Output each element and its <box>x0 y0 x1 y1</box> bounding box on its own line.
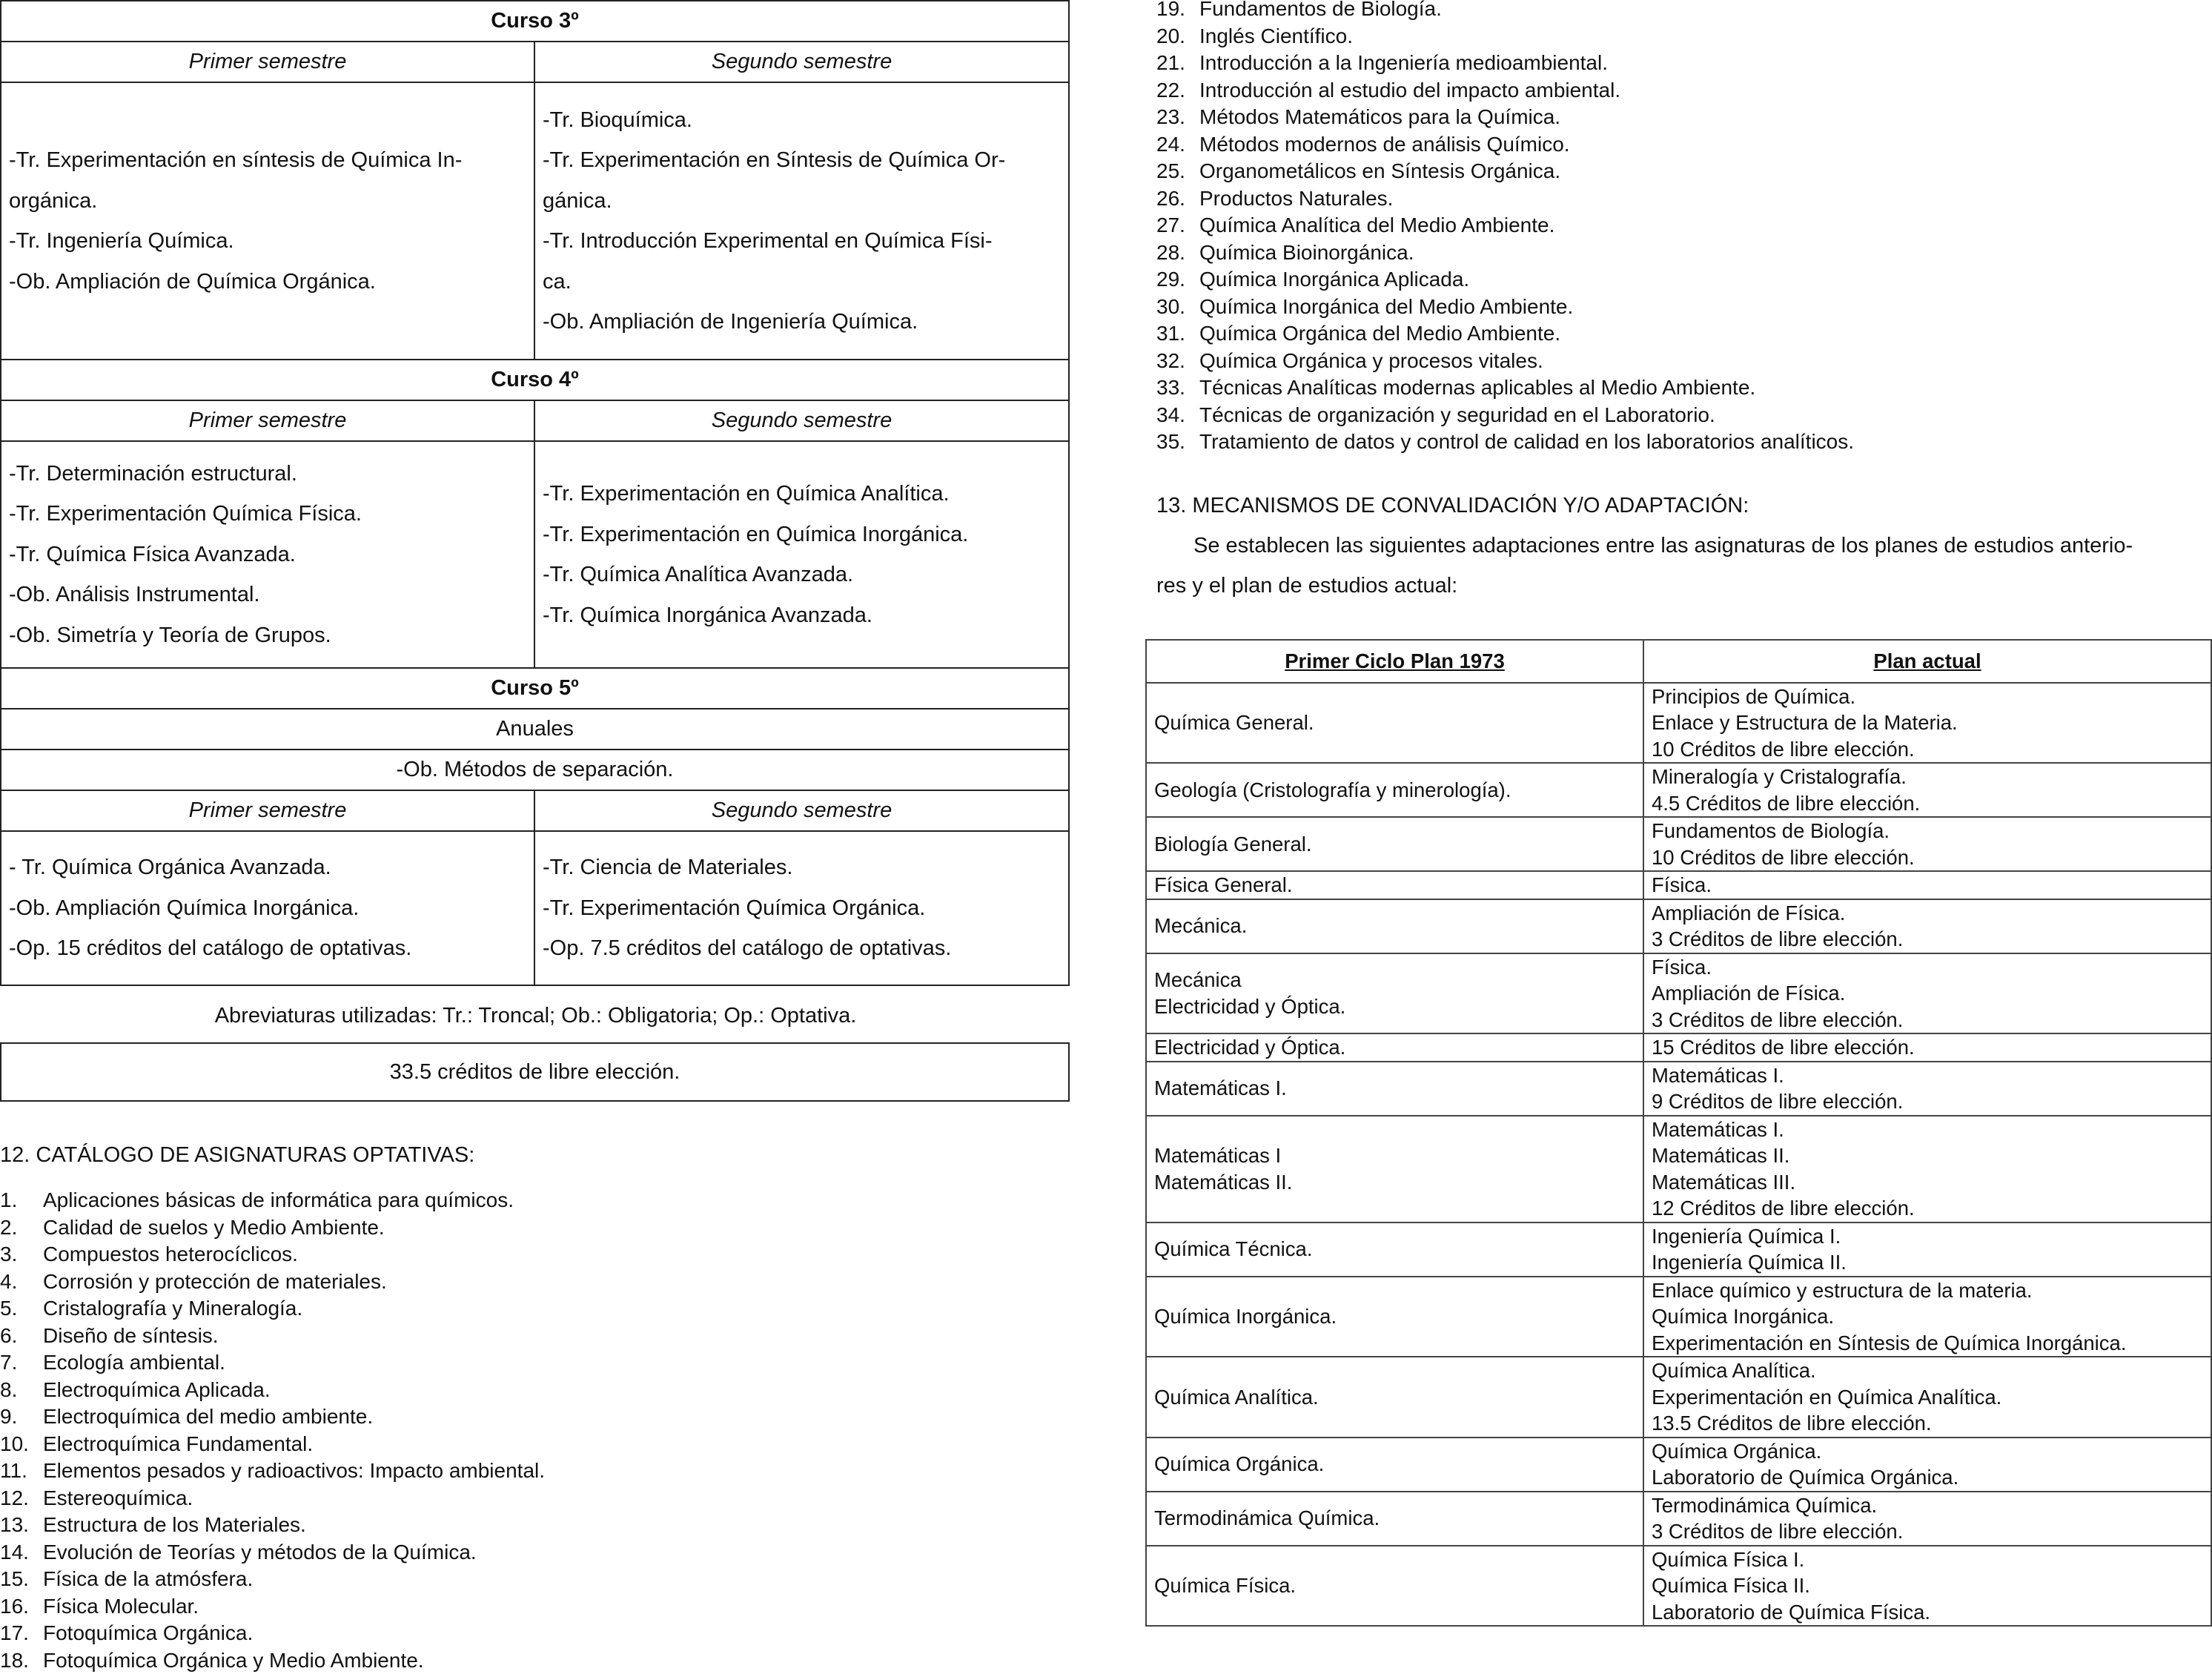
cell-line: Laboratorio de Química Orgánica. <box>1652 1464 2211 1491</box>
catalog-item-number: 28. <box>1156 239 1199 267</box>
catalog-item <box>1156 266 2212 294</box>
catalog-item-number: 26. <box>1156 185 1199 213</box>
catalog-item-number: 21. <box>1156 50 1199 77</box>
cell-line: Matemáticas I <box>1154 1142 1643 1169</box>
old-plan-cell <box>1146 1062 1643 1116</box>
catalog-item-text: Estructura de los Materiales. <box>43 1513 306 1536</box>
catalog-item-number: 3. <box>0 1241 43 1268</box>
catalog-item <box>0 1593 1071 1621</box>
catalog-item <box>1156 0 2212 23</box>
catalog-list-right <box>1156 0 2212 456</box>
table-row <box>1146 1277 2211 1357</box>
catalog-item-number: 11. <box>0 1458 43 1485</box>
catalog-item-text: Evolución de Teorías y métodos de la Química. <box>43 1541 477 1564</box>
new-plan-cell <box>1643 817 2211 871</box>
cell-line: 13.5 Créditos de libre elección. <box>1652 1410 2211 1437</box>
cell-line: Química Inorgánica. <box>1154 1303 1643 1330</box>
new-plan-cell <box>1643 1033 2211 1062</box>
curso-4-title: Curso 4º <box>1 360 1069 400</box>
subject-line: - Tr. Química Orgánica Avanzada. <box>9 847 526 888</box>
subject-line: -Tr. Experimentación Química Orgánica. <box>543 888 1061 929</box>
catalog-item-text: Química Bioinorgánica. <box>1199 241 1414 264</box>
catalog-item <box>0 1620 1071 1647</box>
cell-line: Ampliación de Física. <box>1652 980 2211 1007</box>
subject-line: -Tr. Química Inorgánica Avanzada. <box>543 595 1061 636</box>
catalog-item-number: 34. <box>1156 402 1199 429</box>
old-plan-cell <box>1146 1492 1643 1546</box>
catalog-item-text: Fundamentos de Biología. <box>1199 0 1442 20</box>
catalog-item-number: 14. <box>0 1539 43 1567</box>
curso-5-anual-subject: -Ob. Métodos de separación. <box>1 750 1069 790</box>
catalog-item <box>0 1241 1071 1268</box>
subject-line: -Tr. Bioquímica. <box>543 100 1061 141</box>
convalidation-intro-line1: Se establecen las siguientes adaptaciones entre las asignaturas de los planes de estudios anterio- <box>1193 534 2133 558</box>
catalog-item-number: 20. <box>1156 23 1199 50</box>
subject-line: -Tr. Química Física Avanzada. <box>9 535 526 575</box>
curso-5-sem1-list <box>1 831 534 985</box>
catalog-heading: 12. CATÁLOGO DE ASIGNATURAS OPTATIVAS: <box>0 1137 1071 1174</box>
new-plan-cell <box>1643 871 2211 899</box>
convalidation-intro-line2: res y el plan de estudios actual: <box>1156 574 1457 598</box>
cell-line: Mecánica <box>1154 967 1643 993</box>
cell-line: Química Física I. <box>1652 1546 2211 1573</box>
old-plan-cell <box>1146 1223 1643 1277</box>
catalog-item-text: Ecología ambiental. <box>43 1351 225 1374</box>
catalog-item <box>1156 320 2212 348</box>
catalog-item <box>1156 239 2212 267</box>
new-plan-cell <box>1643 953 2211 1034</box>
catalog-item-text: Introducción a la Ingeniería medioambiental. <box>1199 51 1608 74</box>
curso-3-sem2-label: Segundo semestre <box>534 42 1069 82</box>
new-plan-cell <box>1643 1357 2211 1438</box>
catalog-item <box>1156 50 2212 77</box>
left-column <box>0 0 1071 1674</box>
subject-line: -Tr. Experimentación en Síntesis de Química Or- <box>543 140 1061 181</box>
catalog-item <box>1156 429 2212 456</box>
catalog-item-number: 17. <box>0 1620 43 1647</box>
cell-line: Biología General. <box>1154 831 1643 858</box>
cell-line: Laboratorio de Química Física. <box>1652 1599 2211 1626</box>
old-plan-cell <box>1146 817 1643 871</box>
cell-line: Ampliación de Física. <box>1652 900 2211 927</box>
cell-line: Física General. <box>1154 872 1643 899</box>
catalog-item <box>0 1458 1071 1485</box>
catalog-item-text: Introducción al estudio del impacto ambiental. <box>1199 79 1620 102</box>
catalog-item-text: Aplicaciones básicas de informática para químicos. <box>43 1188 514 1211</box>
col-header-plan-1973: Primer Ciclo Plan 1973 <box>1146 640 1643 683</box>
catalog-item-text: Métodos modernos de análisis Químico. <box>1199 133 1570 156</box>
catalog-item-number: 4. <box>0 1268 43 1296</box>
catalog-item-text: Técnicas de organización y seguridad en el Laboratorio. <box>1199 403 1715 426</box>
new-plan-cell <box>1643 763 2211 817</box>
subject-line: -Tr. Ciencia de Materiales. <box>543 847 1061 888</box>
cell-line: Electricidad y Óptica. <box>1154 993 1643 1020</box>
catalog-item-text: Tratamiento de datos y control de calidad en los laboratorios analíticos. <box>1199 430 1854 453</box>
subject-line: -Ob. Ampliación de Química Orgánica. <box>9 262 526 302</box>
catalog-item-text: Fotoquímica Orgánica y Medio Ambiente. <box>43 1649 424 1672</box>
subject-line: orgánica. <box>9 181 526 222</box>
curso-4-sem1-list <box>1 441 534 668</box>
new-plan-cell <box>1643 1223 2211 1277</box>
catalog-item-text: Química Orgánica y procesos vitales. <box>1199 349 1543 372</box>
catalog-item <box>0 1539 1071 1567</box>
table-row <box>1146 1033 2211 1062</box>
new-plan-cell <box>1643 899 2211 953</box>
cell-line: Enlace y Estructura de la Materia. <box>1652 709 2211 736</box>
subject-line: -Tr. Experimentación Química Física. <box>9 494 526 535</box>
cell-line: Electricidad y Óptica. <box>1154 1034 1643 1061</box>
catalog-item-number: 35. <box>1156 429 1199 456</box>
catalog-item-number: 25. <box>1156 158 1199 185</box>
cell-line: Química Analítica. <box>1652 1357 2211 1384</box>
catalog-item-number: 5. <box>0 1295 43 1323</box>
catalog-item <box>1156 294 2212 321</box>
cell-line: Matemáticas II. <box>1154 1169 1643 1196</box>
catalog-item-number: 29. <box>1156 266 1199 294</box>
subject-line: -Tr. Experimentación en Química Inorgánica. <box>543 515 1061 555</box>
curso-3-sem1-label: Primer semestre <box>1 42 534 82</box>
catalog-item <box>1156 104 2212 131</box>
cell-line: 4.5 Créditos de libre elección. <box>1652 790 2211 817</box>
cell-line: Mecánica. <box>1154 913 1643 939</box>
catalog-item-number: 18. <box>0 1647 43 1674</box>
cell-line: 12 Créditos de libre elección. <box>1652 1195 2211 1222</box>
catalog-item-number: 9. <box>0 1403 43 1431</box>
table-row <box>1146 953 2211 1034</box>
catalog-item-text: Técnicas Analíticas modernas aplicables al Medio Ambiente. <box>1199 376 1755 399</box>
curso-5-title: Curso 5º <box>1 668 1069 709</box>
table-row <box>1146 817 2211 871</box>
cell-line: Química Física II. <box>1652 1572 2211 1599</box>
catalog-item <box>0 1566 1071 1593</box>
cell-line: Experimentación en Síntesis de Química Inorgánica. <box>1652 1330 2211 1357</box>
cell-line: Matemáticas II. <box>1652 1142 2211 1169</box>
subject-line: -Tr. Determinación estructural. <box>9 454 526 494</box>
cell-line: Principios de Química. <box>1652 684 2211 710</box>
subject-line: -Tr. Experimentación en síntesis de Química In- <box>9 140 526 181</box>
curso-4-sem1-label: Primer semestre <box>1 400 534 441</box>
catalog-item <box>0 1187 1071 1214</box>
catalog-item-number: 13. <box>0 1512 43 1539</box>
catalog-item-text: Química Orgánica del Medio Ambiente. <box>1199 322 1560 345</box>
catalog-item-number: 22. <box>1156 77 1199 105</box>
catalog-item-text: Elementos pesados y radioactivos: Impacto ambiental. <box>43 1459 545 1482</box>
curso-5-sem1-label: Primer semestre <box>1 790 534 831</box>
catalog-item-number: 7. <box>0 1349 43 1377</box>
cell-line: 9 Créditos de libre elección. <box>1652 1088 2211 1115</box>
cell-line: Química Orgánica. <box>1154 1451 1643 1478</box>
cell-line: Matemáticas I. <box>1652 1116 2211 1143</box>
convalidation-intro <box>1156 526 2212 606</box>
col-header-plan-actual: Plan actual <box>1643 640 2211 683</box>
catalog-item-number: 2. <box>0 1214 43 1242</box>
catalog-item-number: 6. <box>0 1323 43 1350</box>
new-plan-cell <box>1643 1438 2211 1492</box>
convalidation-table-body <box>1146 683 2211 1627</box>
table-row <box>1146 683 2211 764</box>
cell-line: Geología (Cristolografía y minerología). <box>1154 777 1643 804</box>
old-plan-cell <box>1146 1277 1643 1357</box>
catalog-item <box>0 1647 1071 1674</box>
catalog-item-number: 1. <box>0 1187 43 1214</box>
curso-3-sem2-list <box>534 82 1069 360</box>
catalog-item-number: 23. <box>1156 104 1199 131</box>
catalog-item-text: Inglés Científico. <box>1199 24 1353 47</box>
catalog-item-number: 30. <box>1156 294 1199 321</box>
table-row <box>1146 1116 2211 1223</box>
table-row <box>1146 1546 2211 1627</box>
catalog-item-text: Corrosión y protección de materiales. <box>43 1270 387 1293</box>
catalog-item <box>0 1377 1071 1404</box>
subject-line: ca. <box>543 262 1061 302</box>
new-plan-cell <box>1643 1277 2211 1357</box>
catalog-item-number: 10. <box>0 1431 43 1458</box>
new-plan-cell <box>1643 683 2211 764</box>
old-plan-cell <box>1146 1033 1643 1062</box>
curso-3-title: Curso 3º <box>1 1 1069 42</box>
cell-line: Química Analítica. <box>1154 1384 1643 1411</box>
subject-line: -Ob. Simetría y Teoría de Grupos. <box>9 615 526 656</box>
catalog-item <box>0 1485 1071 1512</box>
catalog-item-text: Métodos Matemáticos para la Química. <box>1199 105 1560 128</box>
cell-line: Fundamentos de Biología. <box>1652 818 2211 844</box>
abbreviations-note: Abreviaturas utilizadas: Tr.: Troncal; Ob.: Obligatoria; Op.: Optativa. <box>0 996 1071 1035</box>
subject-line: gánica. <box>543 181 1061 222</box>
convalidation-heading: 13. MECANISMOS DE CONVALIDACIÓN Y/O ADAPTACIÓN: <box>1156 487 2212 524</box>
catalog-item <box>0 1431 1071 1458</box>
catalog-item <box>0 1295 1071 1323</box>
catalog-item-text: Química Inorgánica del Medio Ambiente. <box>1199 295 1573 318</box>
cell-line: Física. <box>1652 872 2211 899</box>
cell-line: 10 Créditos de libre elección. <box>1652 844 2211 871</box>
catalog-item-text: Organometálicos en Síntesis Orgánica. <box>1199 159 1560 182</box>
old-plan-cell <box>1146 899 1643 953</box>
old-plan-cell <box>1146 683 1643 764</box>
curso-5-anuales-label: Anuales <box>1 709 1069 750</box>
catalog-item-text: Fotoquímica Orgánica. <box>43 1621 253 1644</box>
subject-line: -Op. 7.5 créditos del catálogo de optativas. <box>543 928 1061 969</box>
subject-line: -Ob. Ampliación Química Inorgánica. <box>9 888 526 929</box>
catalog-item <box>0 1214 1071 1242</box>
catalog-item <box>1156 185 2212 213</box>
table-row <box>1146 1438 2211 1492</box>
curso-5-sem2-list <box>534 831 1069 985</box>
catalog-item-number: 12. <box>0 1485 43 1512</box>
subject-line: -Ob. Análisis Instrumental. <box>9 575 526 615</box>
subject-line: -Ob. Ampliación de Ingeniería Química. <box>543 302 1061 343</box>
new-plan-cell <box>1643 1546 2211 1627</box>
catalog-item <box>0 1349 1071 1377</box>
cell-line: 3 Créditos de libre elección. <box>1652 1518 2211 1545</box>
catalog-item-text: Compuestos heterocíclicos. <box>43 1243 298 1266</box>
cell-line: Química General. <box>1154 709 1643 736</box>
cell-line: Matemáticas I. <box>1652 1062 2211 1089</box>
catalog-item-number: 32. <box>1156 348 1199 375</box>
cell-line: Química Inorgánica. <box>1652 1303 2211 1330</box>
table-row <box>1146 1223 2211 1277</box>
catalog-item-number: 27. <box>1156 212 1199 239</box>
subject-line: -Tr. Química Analítica Avanzada. <box>543 555 1061 595</box>
catalog-list-left <box>0 1187 1071 1674</box>
catalog-item <box>0 1323 1071 1350</box>
curso-4-sem2-list <box>534 441 1069 668</box>
catalog-item <box>0 1268 1071 1296</box>
catalog-item-text: Cristalografía y Mineralogía. <box>43 1297 302 1320</box>
catalog-item <box>1156 23 2212 50</box>
cell-line: Química Orgánica. <box>1652 1438 2211 1465</box>
catalog-item <box>1156 348 2212 375</box>
curso-4-sem2-label: Segundo semestre <box>534 400 1069 441</box>
catalog-item <box>1156 77 2212 105</box>
cell-line: Termodinámica Química. <box>1154 1505 1643 1532</box>
cell-line: 3 Créditos de libre elección. <box>1652 926 2211 953</box>
subject-line: -Tr. Introducción Experimental en Química Físi- <box>543 221 1061 262</box>
cell-line: Ingeniería Química I. <box>1652 1223 2211 1250</box>
catalog-item-text: Electroquímica Aplicada. <box>43 1378 271 1401</box>
old-plan-cell <box>1146 953 1643 1034</box>
catalog-item-text: Electroquímica del medio ambiente. <box>43 1405 373 1428</box>
cell-line: Química Física. <box>1154 1572 1643 1599</box>
convalidation-table <box>1145 639 2212 1627</box>
catalog-item-text: Estereoquímica. <box>43 1486 193 1509</box>
old-plan-cell <box>1146 1438 1643 1492</box>
catalog-item-text: Productos Naturales. <box>1199 187 1393 210</box>
catalog-item <box>0 1403 1071 1431</box>
catalog-item-number: 33. <box>1156 374 1199 402</box>
table-row <box>1146 1357 2211 1438</box>
table-row <box>1146 871 2211 899</box>
table-row <box>1146 1492 2211 1546</box>
table-row <box>1146 763 2211 817</box>
catalog-item-number: 19. <box>1156 0 1199 23</box>
catalog-item-text: Calidad de suelos y Medio Ambiente. <box>43 1216 385 1239</box>
new-plan-cell <box>1643 1492 2211 1546</box>
subject-line: -Tr. Experimentación en Química Analítica. <box>543 474 1061 515</box>
catalog-item-number: 15. <box>0 1566 43 1593</box>
cell-line: Experimentación en Química Analítica. <box>1652 1384 2211 1411</box>
catalog-item-text: Diseño de síntesis. <box>43 1324 219 1347</box>
catalog-item <box>1156 402 2212 429</box>
catalog-item <box>1156 131 2212 159</box>
subject-line: -Op. 15 créditos del catálogo de optativas. <box>9 928 526 969</box>
cell-line: Matemáticas III. <box>1652 1169 2211 1196</box>
cell-line: Química Técnica. <box>1154 1236 1643 1263</box>
cell-line: Matemáticas I. <box>1154 1075 1643 1102</box>
cell-line: Física. <box>1652 954 2211 981</box>
cell-line: Termodinámica Química. <box>1652 1492 2211 1519</box>
cell-line: Enlace químico y estructura de la materia. <box>1652 1277 2211 1304</box>
cell-line: 3 Créditos de libre elección. <box>1652 1007 2211 1033</box>
study-plan-table <box>0 0 1070 986</box>
catalog-item-number: 16. <box>0 1593 43 1621</box>
catalog-item <box>0 1512 1071 1539</box>
catalog-item <box>1156 158 2212 185</box>
catalog-item <box>1156 212 2212 239</box>
old-plan-cell <box>1146 871 1643 899</box>
catalog-item-number: 24. <box>1156 131 1199 159</box>
right-column <box>1145 0 2212 1627</box>
table-row <box>1146 899 2211 953</box>
curso-3-sem1-list <box>1 82 534 360</box>
cell-line: 10 Créditos de libre elección. <box>1652 736 2211 763</box>
curso-5-sem2-label: Segundo semestre <box>534 790 1069 831</box>
table-row <box>1146 1062 2211 1116</box>
new-plan-cell <box>1643 1116 2211 1223</box>
catalog-item <box>1156 374 2212 402</box>
old-plan-cell <box>1146 1546 1643 1627</box>
catalog-item-number: 31. <box>1156 320 1199 348</box>
new-plan-cell <box>1643 1062 2211 1116</box>
catalog-item-text: Electroquímica Fundamental. <box>43 1432 313 1455</box>
catalog-item-text: Física Molecular. <box>43 1595 199 1618</box>
catalog-item-text: Química Analítica del Medio Ambiente. <box>1199 214 1554 236</box>
old-plan-cell <box>1146 1116 1643 1223</box>
old-plan-cell <box>1146 1357 1643 1438</box>
cell-line: Mineralogía y Cristalografía. <box>1652 764 2211 790</box>
free-credits-box: 33.5 créditos de libre elección. <box>0 1042 1070 1102</box>
cell-line: 15 Créditos de libre elección. <box>1652 1034 2211 1061</box>
cell-line: Ingeniería Química II. <box>1652 1249 2211 1276</box>
catalog-item-number: 8. <box>0 1377 43 1404</box>
subject-line: -Tr. Ingeniería Química. <box>9 221 526 262</box>
catalog-item-text: Química Inorgánica Aplicada. <box>1199 268 1469 291</box>
old-plan-cell <box>1146 763 1643 817</box>
catalog-item-text: Física de la atmósfera. <box>43 1567 253 1590</box>
